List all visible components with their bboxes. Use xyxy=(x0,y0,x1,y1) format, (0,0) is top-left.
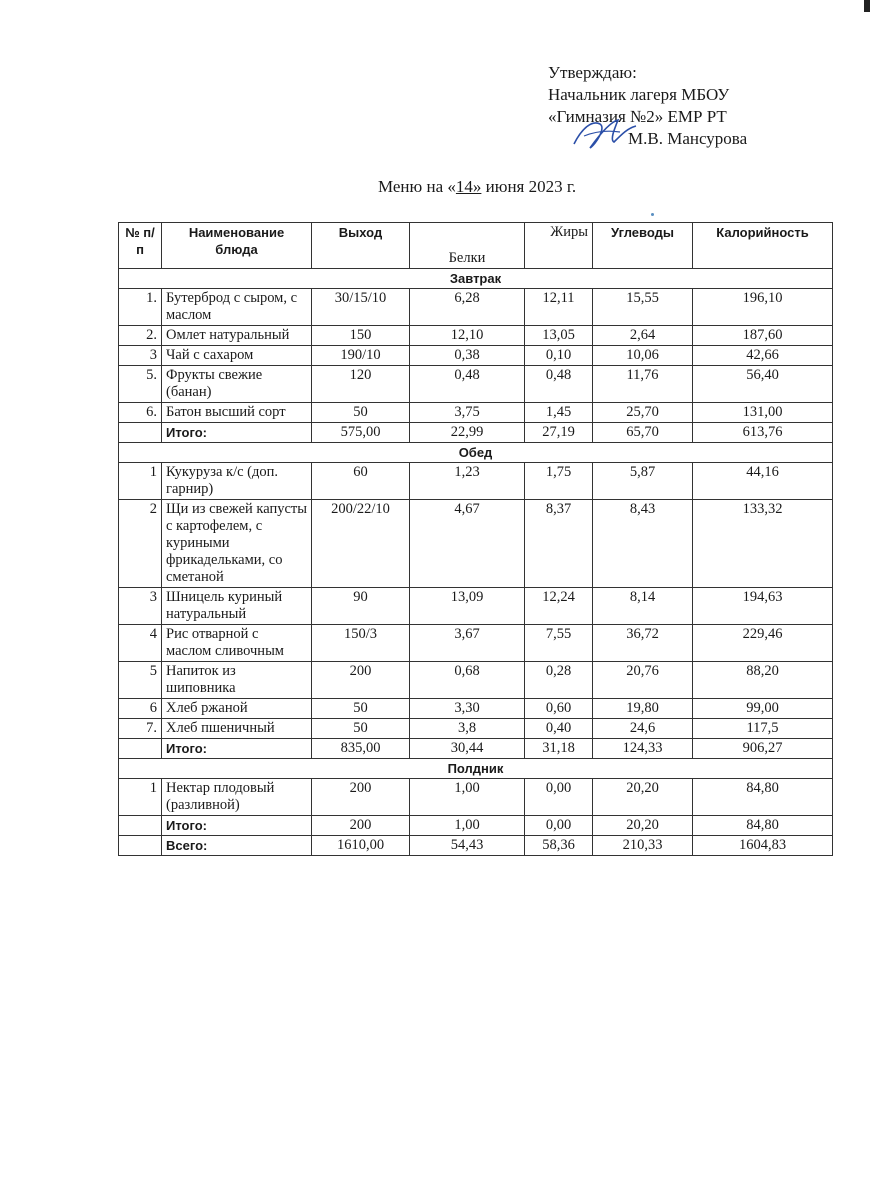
table-row xyxy=(119,588,833,625)
dish-carbs: 19,80 xyxy=(593,699,693,719)
dish-output: 30/15/10 xyxy=(312,289,410,326)
row-number: 1. xyxy=(119,289,162,326)
dish-carbs: 5,87 xyxy=(593,463,693,500)
approval-name: М.В. Мансурова xyxy=(628,129,748,148)
approval-block xyxy=(548,62,747,150)
dish-output: 50 xyxy=(312,699,410,719)
dish-carbs: 10,06 xyxy=(593,346,693,366)
section-row xyxy=(119,759,833,779)
title-suffix: июня 2023 г. xyxy=(481,177,577,196)
dish-fat: 7,55 xyxy=(525,625,593,662)
row-number: 2 xyxy=(119,500,162,588)
total-value: 84,80 xyxy=(693,816,833,836)
dish-output: 50 xyxy=(312,403,410,423)
total-value: 1,00 xyxy=(410,816,525,836)
dish-protein: 3,30 xyxy=(410,699,525,719)
total-value: 65,70 xyxy=(593,423,693,443)
row-number: 1 xyxy=(119,463,162,500)
col-header-calories: Калорийность xyxy=(693,223,833,269)
dish-name: Батон высший сорт xyxy=(162,403,312,423)
dish-name: Напиток из шиповника xyxy=(162,662,312,699)
grand-total-value: 54,43 xyxy=(410,836,525,856)
total-row xyxy=(119,739,833,759)
approval-line-3: «Гимназия №2» ЕМР РТ xyxy=(548,107,727,126)
menu-table xyxy=(118,222,833,856)
dish-calories: 42,66 xyxy=(693,346,833,366)
table-row xyxy=(119,662,833,699)
section-title: Полдник xyxy=(119,759,833,779)
row-number: 5 xyxy=(119,662,162,699)
total-value: 906,27 xyxy=(693,739,833,759)
dish-name: Фрукты свежие (банан) xyxy=(162,366,312,403)
dish-name: Бутерброд с сыром, с маслом xyxy=(162,289,312,326)
table-row xyxy=(119,699,833,719)
total-value: 0,00 xyxy=(525,816,593,836)
section-title: Обед xyxy=(119,443,833,463)
scan-speck xyxy=(651,213,654,216)
total-value: 124,33 xyxy=(593,739,693,759)
menu-table-body xyxy=(119,269,833,856)
dish-output: 200 xyxy=(312,662,410,699)
section-title: Завтрак xyxy=(119,269,833,289)
dish-protein: 12,10 xyxy=(410,326,525,346)
dish-calories: 187,60 xyxy=(693,326,833,346)
row-number: 7. xyxy=(119,719,162,739)
title-prefix: Меню на « xyxy=(378,177,456,196)
dish-carbs: 36,72 xyxy=(593,625,693,662)
dish-protein: 3,75 xyxy=(410,403,525,423)
title-day: 14» xyxy=(455,177,482,196)
total-value: 200 xyxy=(312,816,410,836)
dish-protein: 1,23 xyxy=(410,463,525,500)
col-header-output: Выход xyxy=(312,223,410,269)
dish-protein: 3,67 xyxy=(410,625,525,662)
dish-output: 120 xyxy=(312,366,410,403)
row-number: 3 xyxy=(119,346,162,366)
dish-carbs: 11,76 xyxy=(593,366,693,403)
table-row xyxy=(119,326,833,346)
total-value: 20,20 xyxy=(593,816,693,836)
dish-output: 200 xyxy=(312,779,410,816)
total-row xyxy=(119,816,833,836)
total-value: 835,00 xyxy=(312,739,410,759)
dish-protein: 0,48 xyxy=(410,366,525,403)
row-number: 1 xyxy=(119,779,162,816)
approval-signature-line xyxy=(548,128,747,150)
dish-fat: 0,28 xyxy=(525,662,593,699)
total-value: 27,19 xyxy=(525,423,593,443)
dish-carbs: 20,20 xyxy=(593,779,693,816)
row-number: 3 xyxy=(119,588,162,625)
dish-output: 50 xyxy=(312,719,410,739)
total-label: Итого: xyxy=(162,739,312,759)
table-row xyxy=(119,403,833,423)
dish-name: Шницель куриный натуральный xyxy=(162,588,312,625)
total-label: Итого: xyxy=(162,423,312,443)
total-label: Итого: xyxy=(162,816,312,836)
menu-table-wrapper xyxy=(118,222,832,856)
total-value: 613,76 xyxy=(693,423,833,443)
table-row xyxy=(119,366,833,403)
dish-fat: 0,40 xyxy=(525,719,593,739)
col-header-fat: Жиры xyxy=(525,223,593,269)
dish-carbs: 2,64 xyxy=(593,326,693,346)
grand-total-value: 210,33 xyxy=(593,836,693,856)
grand-total-empty-cell xyxy=(119,836,162,856)
dish-protein: 3,8 xyxy=(410,719,525,739)
scan-corner-mark xyxy=(864,0,870,12)
dish-name: Рис отварной с маслом сливочным xyxy=(162,625,312,662)
grand-total-value: 1604,83 xyxy=(693,836,833,856)
dish-fat: 1,45 xyxy=(525,403,593,423)
dish-protein: 0,68 xyxy=(410,662,525,699)
approval-line-2: Начальник лагеря МБОУ xyxy=(548,85,730,104)
section-row xyxy=(119,443,833,463)
dish-fat: 12,11 xyxy=(525,289,593,326)
dish-carbs: 15,55 xyxy=(593,289,693,326)
dish-protein: 4,67 xyxy=(410,500,525,588)
dish-fat: 8,37 xyxy=(525,500,593,588)
dish-carbs: 20,76 xyxy=(593,662,693,699)
dish-calories: 133,32 xyxy=(693,500,833,588)
row-number: 2. xyxy=(119,326,162,346)
total-row xyxy=(119,423,833,443)
dish-calories: 229,46 xyxy=(693,625,833,662)
dish-calories: 117,5 xyxy=(693,719,833,739)
dish-fat: 0,60 xyxy=(525,699,593,719)
dish-calories: 196,10 xyxy=(693,289,833,326)
dish-output: 150/3 xyxy=(312,625,410,662)
dish-fat: 13,05 xyxy=(525,326,593,346)
dish-fat: 0,48 xyxy=(525,366,593,403)
dish-carbs: 8,43 xyxy=(593,500,693,588)
row-number: 6 xyxy=(119,699,162,719)
total-value: 30,44 xyxy=(410,739,525,759)
signature-icon xyxy=(570,114,640,154)
dish-calories: 194,63 xyxy=(693,588,833,625)
dish-name: Кукуруза к/с (доп. гарнир) xyxy=(162,463,312,500)
dish-protein: 6,28 xyxy=(410,289,525,326)
dish-carbs: 25,70 xyxy=(593,403,693,423)
approval-line-1: Утверждаю: xyxy=(548,63,637,82)
dish-output: 150 xyxy=(312,326,410,346)
dish-calories: 44,16 xyxy=(693,463,833,500)
section-row xyxy=(119,269,833,289)
total-empty-cell xyxy=(119,423,162,443)
dish-carbs: 24,6 xyxy=(593,719,693,739)
row-number: 5. xyxy=(119,366,162,403)
total-value: 22,99 xyxy=(410,423,525,443)
dish-name: Нектар плодовый (разливной) xyxy=(162,779,312,816)
dish-protein: 0,38 xyxy=(410,346,525,366)
row-number: 6. xyxy=(119,403,162,423)
col-header-name: Наименование блюда xyxy=(162,223,312,269)
total-empty-cell xyxy=(119,739,162,759)
table-row xyxy=(119,463,833,500)
dish-output: 90 xyxy=(312,588,410,625)
grand-total-label: Всего: xyxy=(162,836,312,856)
dish-name: Хлеб ржаной xyxy=(162,699,312,719)
table-header-row xyxy=(119,223,833,269)
dish-fat: 0,00 xyxy=(525,779,593,816)
dish-carbs: 8,14 xyxy=(593,588,693,625)
dish-calories: 99,00 xyxy=(693,699,833,719)
dish-calories: 56,40 xyxy=(693,366,833,403)
dish-output: 200/22/10 xyxy=(312,500,410,588)
grand-total-value: 58,36 xyxy=(525,836,593,856)
table-row xyxy=(119,289,833,326)
dish-fat: 0,10 xyxy=(525,346,593,366)
col-header-number: № п/п xyxy=(119,223,162,269)
dish-output: 190/10 xyxy=(312,346,410,366)
col-header-protein: Белки xyxy=(410,223,525,269)
table-row xyxy=(119,719,833,739)
table-row xyxy=(119,625,833,662)
total-value: 31,18 xyxy=(525,739,593,759)
total-empty-cell xyxy=(119,816,162,836)
dish-fat: 12,24 xyxy=(525,588,593,625)
row-number: 4 xyxy=(119,625,162,662)
dish-name: Щи из свежей капусты с картофелем, с куриными фрикадельками, со сметаной xyxy=(162,500,312,588)
total-value: 575,00 xyxy=(312,423,410,443)
table-row xyxy=(119,779,833,816)
dish-calories: 84,80 xyxy=(693,779,833,816)
page-title xyxy=(378,177,576,197)
dish-name: Хлеб пшеничный xyxy=(162,719,312,739)
table-row xyxy=(119,500,833,588)
dish-protein: 1,00 xyxy=(410,779,525,816)
grand-total-row xyxy=(119,836,833,856)
table-row xyxy=(119,346,833,366)
dish-name: Чай с сахаром xyxy=(162,346,312,366)
dish-protein: 13,09 xyxy=(410,588,525,625)
col-header-carbs: Углеводы xyxy=(593,223,693,269)
dish-output: 60 xyxy=(312,463,410,500)
dish-fat: 1,75 xyxy=(525,463,593,500)
dish-calories: 88,20 xyxy=(693,662,833,699)
dish-name: Омлет натуральный xyxy=(162,326,312,346)
grand-total-value: 1610,00 xyxy=(312,836,410,856)
dish-calories: 131,00 xyxy=(693,403,833,423)
